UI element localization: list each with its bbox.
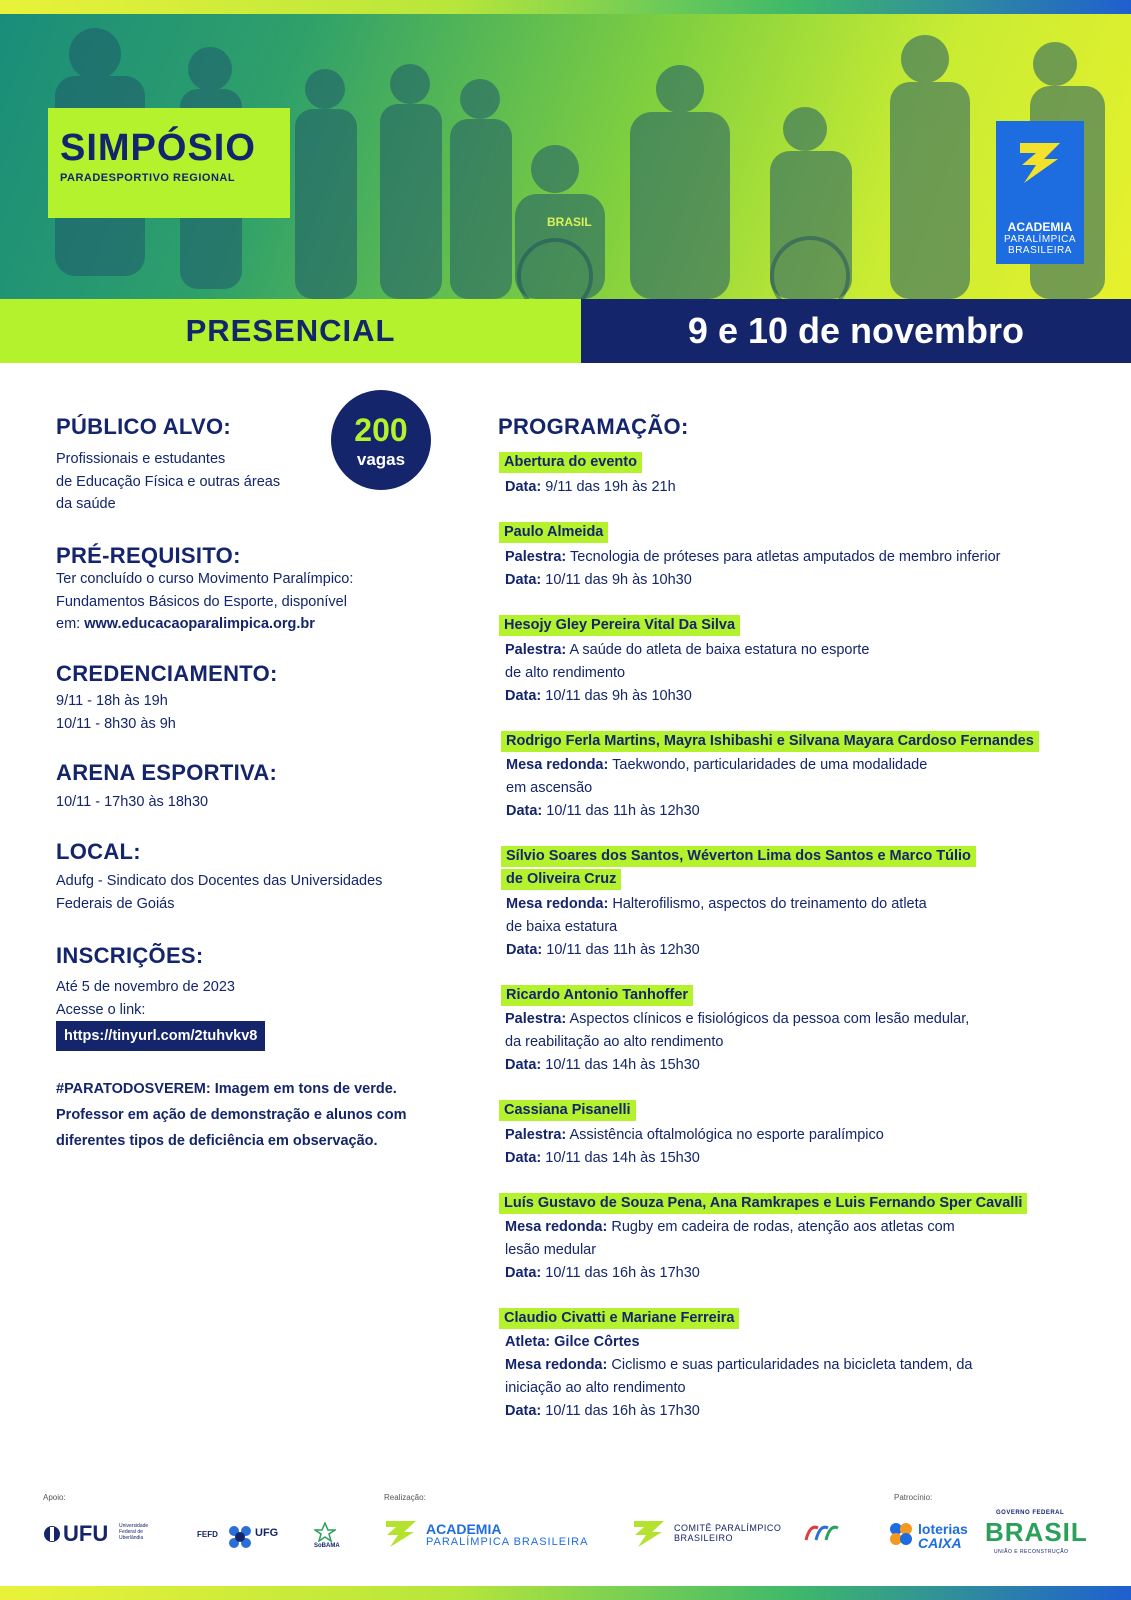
ufg-logo: UFG (255, 1527, 279, 1539)
arena-line: 10/11 - 17h30 às 18h30 (56, 794, 209, 810)
program-item-name: Rodrigo Ferla Martins, Mayra Ishibashi e Silvana Mayara Cardoso Fernandes (501, 731, 1039, 752)
publico-heading: PÚBLICO ALVO: (56, 414, 232, 439)
credenciamento-heading: CREDENCIAMENTO: (56, 661, 278, 686)
prereq-link-line (56, 613, 353, 636)
inscricoes-line: Acesse o link: (56, 1001, 146, 1018)
inscricoes-text (56, 976, 235, 1021)
prereq-text (56, 568, 353, 636)
mode-label: PRESENCIAL (185, 313, 396, 348)
prereq-heading: PRÉ-REQUISITO: (56, 543, 241, 568)
program-detail: Palestra: A saúde do atleta de baixa estatura no esporte (505, 642, 870, 658)
program-detail: Palestra: Tecnologia de próteses para atletas amputados de membro inferior (505, 549, 1001, 565)
logo-line3: BRASILEIRA (1008, 245, 1072, 256)
program-detail: da reabilitação ao alto rendimento (505, 1034, 724, 1050)
agitos-icon (800, 1518, 840, 1548)
event-title: SIMPÓSIO (60, 127, 256, 169)
event-title-box (48, 108, 290, 218)
lightning-bolt-icon (1014, 139, 1066, 187)
program-detail: Data: 10/11 das 9h às 10h30 (505, 688, 692, 704)
sobama-star-icon (314, 1522, 336, 1542)
publico-text (56, 448, 280, 516)
program-detail: Data: 10/11 das 16h às 17h30 (505, 1265, 700, 1281)
vagas-number: 200 (354, 412, 408, 448)
program-detail: Atleta: Gilce Côrtes (505, 1334, 640, 1350)
program-item-name: Claudio Civatti e Mariane Ferreira (499, 1308, 739, 1329)
logo-line2: PARALÍMPICA (1004, 234, 1076, 245)
local-line: Federais de Goiás (56, 895, 175, 912)
arena-text (56, 791, 208, 814)
credenciamento-line: 10/11 - 8h30 às 9h (56, 715, 176, 732)
vagas-badge (331, 390, 431, 490)
ufu-logo (43, 1521, 158, 1547)
program-detail: Data: 9/11 das 19h às 21h (505, 479, 676, 495)
ufg-emblem-icon (227, 1524, 253, 1550)
program-detail: Data: 10/11 das 11h às 12h30 (506, 803, 700, 819)
credenciamento-text (56, 690, 176, 735)
local-line: Adufg - Sindicato dos Docentes das Universidades (56, 873, 383, 889)
academia-footer-line2: PARALÍMPICA BRASILEIRA (426, 1536, 589, 1548)
event-subtitle: PARADESPORTIVO REGIONAL (60, 172, 236, 184)
program-detail: iniciação ao alto rendimento (505, 1380, 686, 1396)
arena-heading: ARENA ESPORTIVA: (56, 760, 278, 785)
program-detail: em ascensão (506, 780, 593, 796)
credenciamento-line: 9/11 - 18h às 19h (56, 693, 168, 709)
program-detail: Mesa redonda: Halterofilismo, aspectos do treinamento do atleta (506, 896, 927, 912)
program-detail: Data: 10/11 das 16h às 17h30 (505, 1403, 700, 1419)
academia-footer-line1: ACADEMIA (426, 1521, 502, 1537)
program-item-name: Ricardo Antonio Tanhoffer (501, 985, 693, 1006)
inscricoes-line: Até 5 de novembro de 2023 (56, 979, 235, 995)
academia-bolt-icon (384, 1518, 418, 1548)
program-detail: Data: 10/11 das 14h às 15h30 (505, 1150, 700, 1166)
program-detail: de baixa estatura (506, 919, 618, 935)
realizacao-label: Realização: (384, 1493, 426, 1502)
publico-line: da saúde (56, 496, 116, 512)
registration-link[interactable]: https://tinyurl.com/2tuhvkv8 (56, 1021, 265, 1051)
loterias-clover-icon (888, 1521, 914, 1547)
brasil-logo: BRASIL (985, 1517, 1088, 1547)
program-item-name: Abertura do evento (499, 452, 642, 473)
hero-banner (0, 14, 1131, 299)
cpb-bolt-icon (632, 1518, 666, 1548)
fefd-logo: FEFD (197, 1530, 218, 1539)
sobama-logo: SoBAMA (314, 1543, 340, 1549)
program-detail: Palestra: Aspectos clínicos e fisiológicos da pessoa com lesão medular, (505, 1011, 970, 1027)
ufu-name: UFU (63, 1521, 109, 1546)
local-heading: LOCAL: (56, 839, 141, 864)
program-item-name: Cassiana Pisanelli (499, 1100, 636, 1121)
program-item-name: Sílvio Soares dos Santos, Wéverton Lima dos Santos e Marco Túlio (501, 846, 976, 867)
prereq-line: Fundamentos Básicos do Esporte, disponível (56, 593, 347, 610)
top-gradient-bar (0, 0, 1131, 14)
alt-text-description: #PARATODOSVEREM: Imagem em tons de verde. Professor em ação de demonstração e alunos com diferentes tipos de deficiência em observação. (56, 1081, 407, 1149)
caixa-text: CAIXA (918, 1535, 962, 1551)
prereq-line: Ter concluído o curso Movimento Paralímpico: (56, 571, 354, 587)
governo-federal-label: GOVERNO FEDERAL (996, 1510, 1065, 1516)
dates-band (581, 299, 1131, 363)
program-detail: Data: 10/11 das 11h às 12h30 (506, 942, 700, 958)
dates-label: 9 e 10 de novembro (687, 310, 1025, 351)
program-detail: Mesa redonda: Ciclismo e suas particularidades na bicicleta tandem, da (505, 1357, 973, 1373)
program-item-name: Luís Gustavo de Souza Pena, Ana Ramkrapes e Luis Fernando Sper Cavalli (499, 1193, 1027, 1214)
ufu-subtitle: Universidade Federal de Uberlândia (119, 1523, 149, 1541)
program-item-name: de Oliveira Cruz (501, 869, 621, 890)
program-detail: de alto rendimento (505, 665, 626, 681)
vagas-label: vagas (356, 450, 406, 469)
program-detail: Data: 10/11 das 9h às 10h30 (505, 572, 692, 588)
patrocinio-label: Patrocínio: (894, 1493, 933, 1502)
program-detail: Mesa redonda: Taekwondo, particularidades de uma modalidade (506, 757, 928, 773)
mode-band (0, 299, 581, 363)
local-text (56, 870, 382, 915)
program-item-name: Paulo Almeida (499, 522, 608, 543)
apoio-label: Apoio: (43, 1493, 66, 1502)
program-detail: Mesa redonda: Rugby em cadeira de rodas, atenção aos atletas com (505, 1219, 955, 1235)
inscricoes-heading: INSCRIÇÕES: (56, 943, 204, 968)
academia-paralimpica-logo (996, 121, 1084, 264)
loterias-text: loterias (918, 1521, 968, 1537)
program-item-name: Hesojy Gley Pereira Vital Da Silva (499, 615, 740, 636)
logo-line1: ACADEMIA (1007, 220, 1073, 234)
cpb-line1: COMITÊ PARALÍMPICO (674, 1523, 782, 1533)
bottom-gradient-bar (0, 1586, 1131, 1600)
publico-line: de Educação Física e outras áreas (56, 473, 281, 490)
programacao-heading: PROGRAMAÇÃO: (498, 414, 689, 439)
uniao-reconstrucao-label: UNIÃO E RECONSTRUÇÃO (994, 1549, 1069, 1555)
program-detail: Data: 10/11 das 14h às 15h30 (505, 1057, 700, 1073)
ufu-emblem-icon (43, 1525, 61, 1543)
cpb-line2: BRASILEIRO (674, 1533, 734, 1543)
prereq-link-prefix: em: (56, 616, 85, 632)
program-detail: lesão medular (505, 1242, 597, 1258)
educacao-link[interactable]: www.educacaoparalimpica.org.br (84, 616, 315, 632)
program-detail: Palestra: Assistência oftalmológica no esporte paralímpico (505, 1127, 884, 1143)
publico-line: Profissionais e estudantes (56, 451, 226, 467)
shirt-brasil-text: BRASIL (547, 215, 592, 229)
